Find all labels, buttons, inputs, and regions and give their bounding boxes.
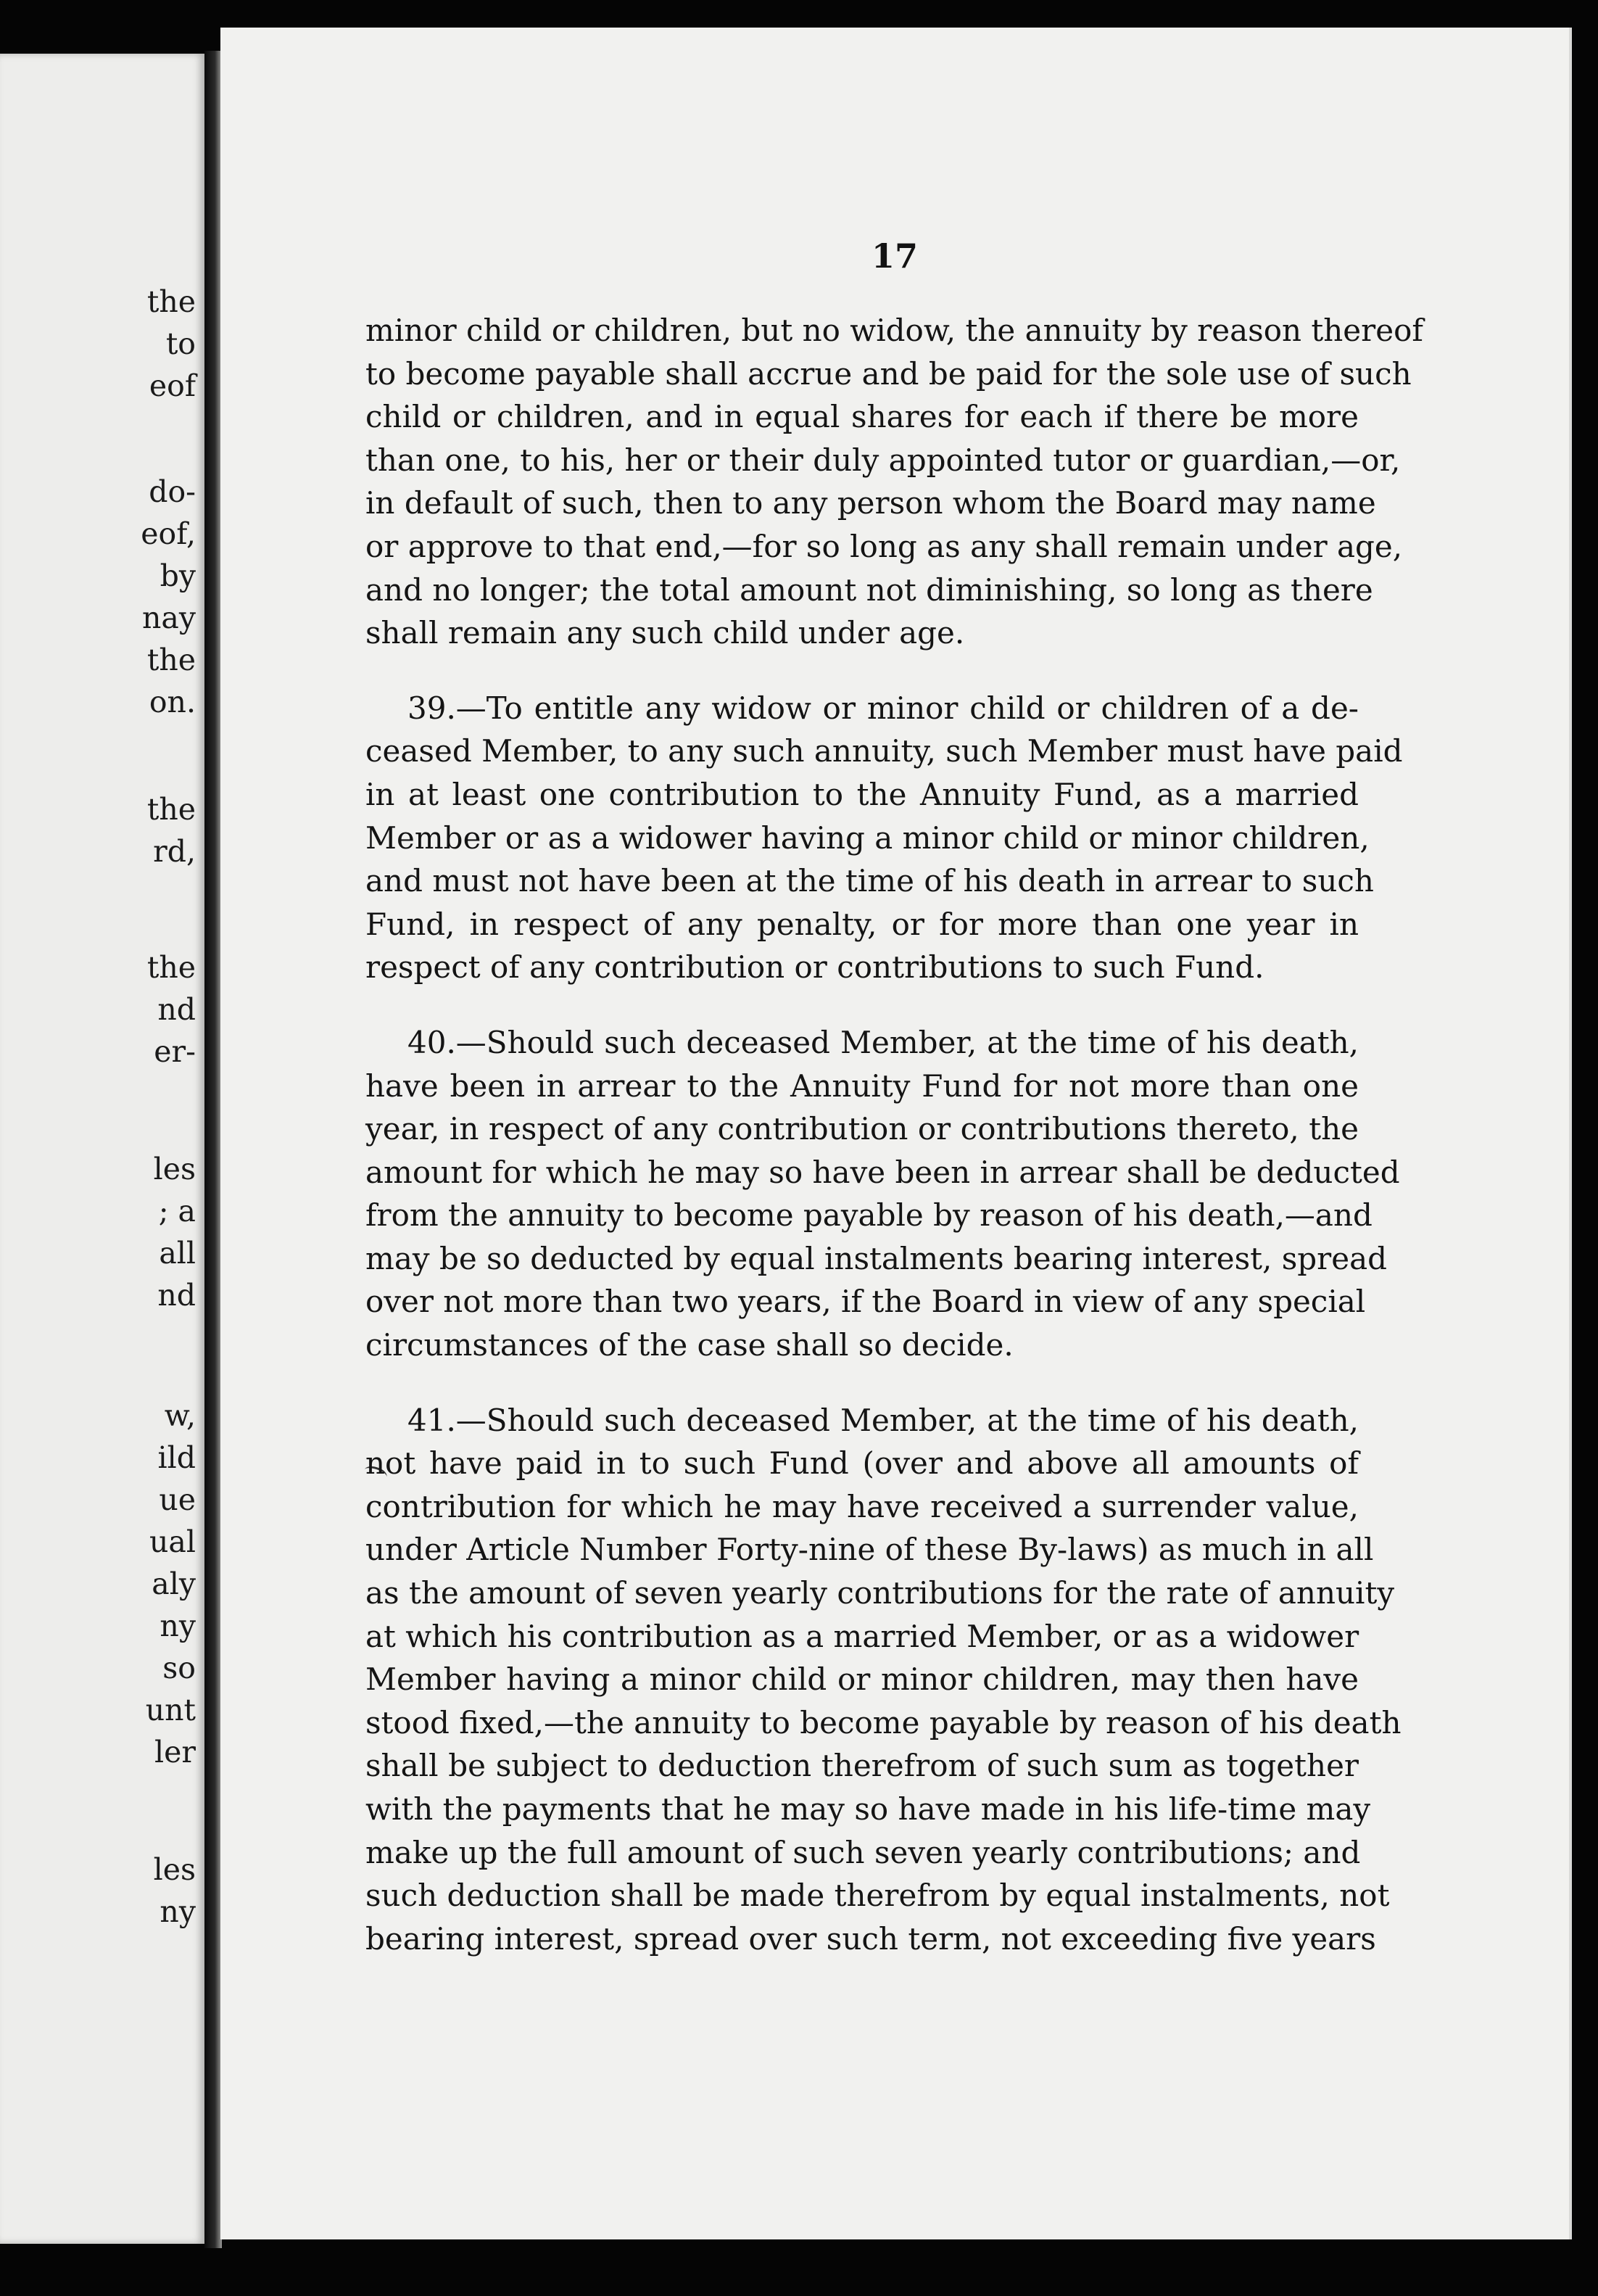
text-line: have been in arrear to the Annuity Fund for not more than one	[365, 1068, 1359, 1104]
text-line: such deduction shall be made therefrom by equal instalments, not	[365, 1878, 1390, 1914]
left-page-line: eof,	[141, 516, 196, 551]
text-line: under Article Number Forty-nine of these By-laws) as much in all	[365, 1532, 1374, 1568]
text-line: or approve to that end,—for so long as any shall remain under age,	[365, 528, 1403, 564]
text-line: year, in respect of any contribution or contributions thereto, the	[365, 1111, 1359, 1147]
text-line: Member having a minor child or minor children, may then have	[365, 1661, 1359, 1698]
text-line: shall remain any such child under age.	[365, 615, 965, 651]
left-page-line: aly	[152, 1566, 196, 1601]
left-page-line: ler	[154, 1735, 196, 1770]
text-line: ceased Member, to any such annuity, such Member must have paid	[365, 733, 1403, 769]
left-page-line: do-	[149, 474, 196, 509]
text-line: and no longer; the total amount not diminishing, so long as there	[365, 571, 1373, 608]
text-line: with the payments that he may so have made in his life-time may	[365, 1791, 1371, 1827]
text-line: over not more than two years, if the Board in view of any special	[365, 1284, 1366, 1320]
text-line: Fund, in respect of any penalty, or for more than one year in	[365, 906, 1359, 942]
text-line: bearing interest, spread over such term, not exceeding five years	[365, 1920, 1376, 1957]
left-page-line: the	[146, 284, 196, 319]
text-line: from the annuity to become payable by reason of his death,—and	[365, 1197, 1373, 1234]
text-body	[365, 309, 1423, 1992]
left-page-line: all	[159, 1236, 196, 1271]
paragraph	[365, 687, 1403, 989]
left-page-line: ue	[159, 1482, 196, 1517]
text-line: Member or as a widower having a minor child or minor children,	[365, 819, 1370, 856]
text-line: 40.—Should such deceased Member, at the time of his death,	[407, 1024, 1359, 1060]
text-line: respect of any contribution or contributions to such Fund.	[365, 949, 1264, 986]
text-line: child or children, and in equal shares for each if there be more	[365, 399, 1359, 435]
left-page-fragment	[0, 54, 204, 2244]
text-line: and must not have been at the time of his death in arrear to such	[365, 863, 1374, 899]
left-page-line: on.	[149, 685, 196, 719]
text-line: as the amount of seven yearly contributions for the rate of annuity	[365, 1575, 1395, 1611]
left-page-line: to	[165, 326, 196, 361]
text-line: stood fixed,—the annuity to become payable by reason of his death	[365, 1704, 1402, 1740]
left-page-line: er-	[154, 1034, 196, 1069]
text-line: to become payable shall accrue and be paid for the sole use of such	[365, 355, 1412, 392]
text-line: in default of such, then to any person whom the Board may name	[365, 485, 1376, 521]
text-line: at which his contribution as a married Member, or as a widower	[365, 1618, 1359, 1654]
left-page-line: eof	[149, 368, 196, 403]
left-page-line: ; a	[158, 1194, 196, 1228]
left-page-line: rd,	[153, 834, 196, 869]
paragraph	[365, 309, 1423, 655]
left-page-line: w,	[164, 1398, 196, 1433]
book-gutter	[204, 51, 222, 2248]
page-number: 17	[871, 236, 918, 276]
left-page-line: ual	[149, 1524, 196, 1559]
text-line: may be so deducted by equal instalments bearing interest, spread	[365, 1240, 1388, 1276]
text-line: than one, to his, her or their duly appointed tutor or guardian,—or,	[365, 442, 1401, 478]
text-line: 39.—To entitle any widow or minor child or children of a de-	[407, 690, 1359, 726]
text-line: amount for which he may so have been in arrear shall be deducted	[365, 1154, 1400, 1190]
right-page	[220, 28, 1572, 2239]
text-line: shall be subject to deduction therefrom of such sum as together	[365, 1748, 1359, 1784]
left-page-line: les	[153, 1852, 196, 1887]
text-line: contribution for which he may have received a surrender value,	[365, 1488, 1359, 1524]
paragraph	[365, 1399, 1402, 1961]
text-line: 41.—Should such deceased Member, at the time of his death,	[407, 1402, 1359, 1438]
text-line: not have paid in to such Fund (over and above all amounts of	[365, 1445, 1359, 1482]
left-page-line: nd	[157, 992, 196, 1027]
left-page-line: ny	[160, 1609, 196, 1643]
left-page-line: the	[146, 643, 196, 677]
left-page-line: ild	[157, 1440, 196, 1475]
left-page-line: nay	[141, 600, 196, 635]
left-page-line: so	[162, 1651, 196, 1685]
text-line: in at least one contribution to the Annuity Fund, as a married	[365, 776, 1359, 812]
left-page-line: nd	[157, 1278, 196, 1313]
left-page-line: the	[146, 950, 196, 985]
left-page-line: the	[146, 792, 196, 827]
text-line: make up the full amount of such seven yearly contributions; and	[365, 1834, 1361, 1870]
paragraph	[365, 1021, 1400, 1367]
text-line: minor child or children, but no widow, the annuity by reason thereof	[365, 313, 1423, 348]
left-page-line: les	[153, 1152, 196, 1186]
text-line: circumstances of the case shall so decide.	[365, 1327, 1014, 1363]
left-page-line: ny	[160, 1894, 196, 1929]
left-page-line: unt	[145, 1693, 196, 1727]
left-page-line: by	[160, 558, 196, 593]
